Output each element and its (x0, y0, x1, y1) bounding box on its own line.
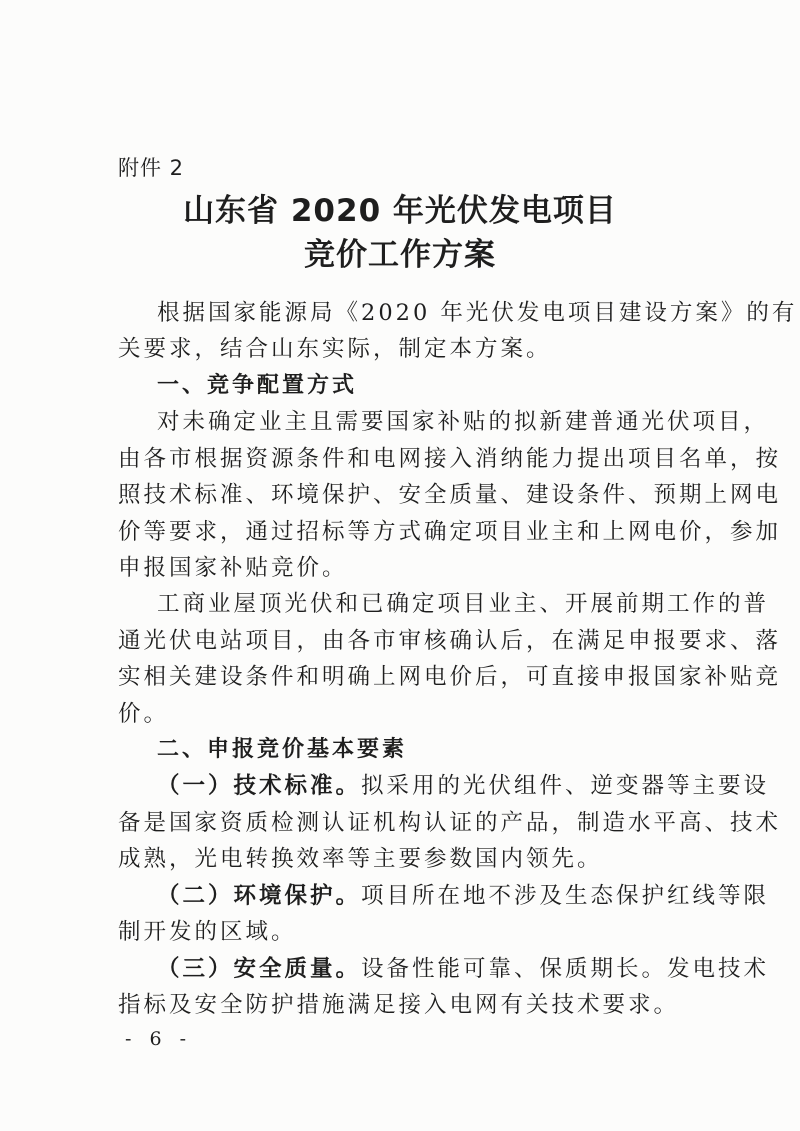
section-1-para-2-line-3: 实相关建设条件和明确上网电价后，可直接申报国家补贴竞 (118, 664, 782, 690)
section-2-item-2-line-1 (157, 881, 769, 911)
section-1-para-1-line-5: 申报国家补贴竞价。 (118, 555, 348, 581)
section-1-para-2-line-4: 价。 (118, 701, 170, 727)
section-2-item-1-line-3: 成熟，光电转换效率等主要参数国内领先。 (118, 846, 603, 872)
item-3-label: （三）安全质量。 (157, 956, 362, 982)
document-title-line-1: 山东省 2020 年光伏发电项目 (183, 193, 617, 229)
section-1-para-1-line-4: 价等要求，通过招标等方式确定项目业主和上网电价，参加 (118, 519, 782, 545)
item-1-text: 拟采用的光伏组件、逆变器等主要设 (361, 773, 770, 799)
section-1-heading: 一、竞争配置方式 (157, 373, 358, 398)
section-1-para-2-line-1: 工商业屋顶光伏和已确定项目业主、开展前期工作的普 (157, 591, 770, 617)
section-1-para-1-line-2: 由各市根据资源条件和电网接入消纳能力提出项目名单，按 (118, 446, 782, 472)
section-2-item-3-line-1 (157, 954, 769, 984)
section-2-heading: 二、申报竞价基本要素 (157, 737, 408, 762)
section-1-para-2-line-2: 通光伏电站项目，由各市审核确认后，在满足申报要求、落 (118, 628, 782, 654)
item-1-label: （一）技术标准。 (157, 773, 362, 799)
section-1-para-1-line-3: 照技术标准、环境保护、安全质量、建设条件、预期上网电 (118, 482, 782, 508)
section-2-item-1-line-2: 备是国家资质检测认证机构认证的产品，制造水平高、技术 (118, 810, 782, 836)
intro-line-1: 根据国家能源局《2020 年光伏发电项目建设方案》的有 (157, 300, 798, 326)
section-1-para-1-line-1: 对未确定业主且需要国家补贴的拟新建普通光伏项目， (157, 409, 770, 435)
item-2-label: （二）环境保护。 (157, 883, 362, 909)
intro-line-2: 关要求，结合山东实际，制定本方案。 (118, 336, 552, 362)
attachment-label: 附件 2 (118, 156, 185, 180)
document-title-line-2: 竞价工作方案 (304, 237, 496, 273)
item-2-text: 项目所在地不涉及生态保护红线等限 (361, 883, 770, 909)
page-number: - 6 - (125, 1028, 193, 1050)
item-3-text: 设备性能可靠、保质期长。发电技术 (361, 956, 770, 982)
section-2-item-1-line-1 (157, 771, 769, 801)
section-2-item-2-line-2: 制开发的区域。 (118, 919, 297, 945)
section-2-item-3-line-2: 指标及安全防护措施满足接入电网有关技术要求。 (118, 992, 680, 1018)
